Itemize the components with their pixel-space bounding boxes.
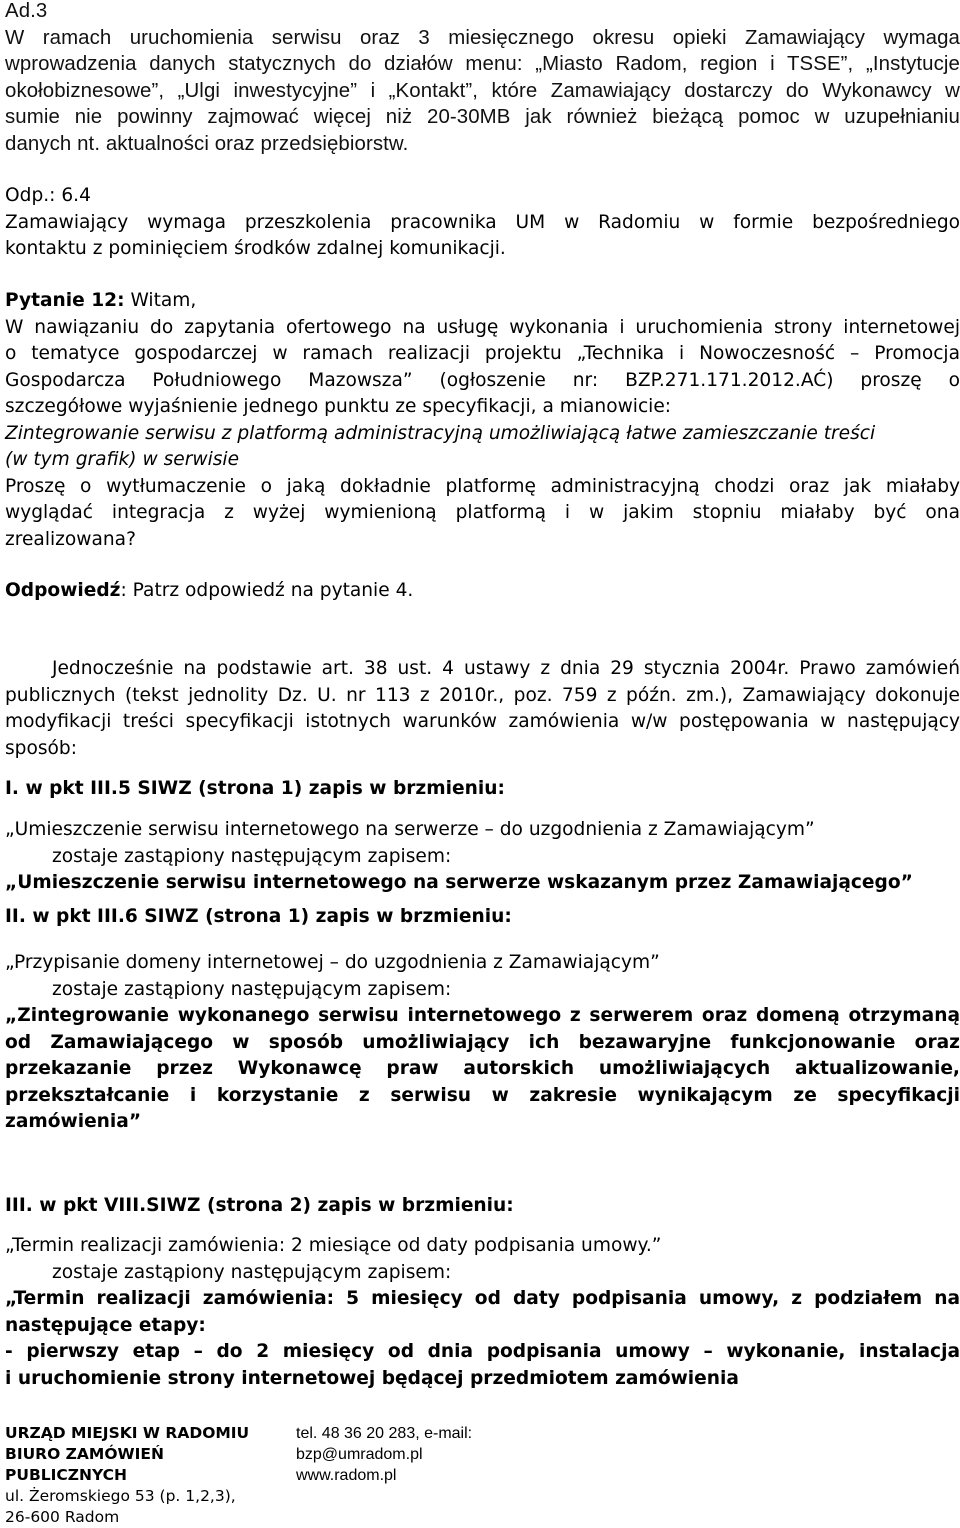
- section-2: [5, 904, 960, 931]
- new-text-line: od Zamawiającego w sposób umożliwiający ich bezawaryjne funkcjonowanie oraz: [5, 1031, 960, 1053]
- ad3-section: [5, 0, 960, 157]
- section-1: [5, 776, 960, 803]
- answer-line: Zamawiający wymaga przeszkolenia pracownika UM w Radomiu w formie bezpośredniego: [5, 211, 960, 233]
- new-text-line: i uruchomienie strony internetowej będącej przedmiotem zamówienia: [5, 1367, 739, 1389]
- ad3-heading: Ad.3: [5, 0, 48, 22]
- old-text: „Umieszczenie serwisu internetowego na serwerze – do uzgodnienia z Zamawiającym”: [5, 819, 815, 840]
- answer-label: Odpowiedź: [5, 580, 121, 601]
- new-text: „Umieszczenie serwisu internetowego na serwerze wskazanym przez Zamawiającego”: [5, 872, 913, 893]
- old-text: „Termin realizacji zamówienia: 2 miesiące od daty podpisania umowy.”: [5, 1235, 662, 1256]
- answer-text: : Patrz odpowiedź na pytanie 4.: [120, 580, 414, 601]
- replaced-note: zostaje zastąpiony następującym zapisem:: [52, 978, 452, 1000]
- answer-label: Odp.: 6.4: [5, 185, 91, 206]
- section-3: [5, 1193, 960, 1220]
- new-text-line: „Zintegrowanie wykonanego serwisu internetowego z serwerem oraz domeną otrzymaną: [5, 1005, 960, 1026]
- question-line: Gospodarcza Południowego Mazowsza” (ogłoszenie nr: BZP.271.171.2012.AĆ) proszę o: [5, 369, 960, 391]
- email-link[interactable]: bzp@umradom.pl: [296, 1446, 423, 1463]
- ad3-line: wprowadzenia danych statycznych do działów menu: „Miasto Radom, region i TSSE”, „Instytucje: [5, 53, 960, 75]
- quoted-spec-line: Zintegrowanie serwisu z platformą administracyjną umożliwiającą łatwe zamieszczanie treści: [5, 422, 876, 444]
- org-line: PUBLICZNYCH: [5, 1466, 128, 1484]
- intro-line: publicznych (tekst jednolity Dz. U. nr 113 z 2010r., poz. 759 z późn. zm.), Zamawiający dokonuje: [5, 684, 960, 706]
- phone-email-line: tel. 48 36 20 283, e-mail:: [296, 1425, 473, 1442]
- replaced-note: zostaje zastąpiony następującym zapisem:: [52, 845, 452, 867]
- question-label: Pytanie 12:: [5, 290, 125, 311]
- address-line: 26-600 Radom: [5, 1508, 120, 1526]
- new-text-line: „Termin realizacji zamówienia: 5 miesięcy od daty podpisania umowy, z podziałem na: [5, 1288, 960, 1309]
- section-heading: III. w pkt VIII.SIWZ (strona 2) zapis w brzmieniu:: [5, 1195, 514, 1216]
- new-text-line: przekształcanie i korzystanie z serwisu w zakresie wynikającym ze specyfikacji: [5, 1084, 960, 1106]
- website-link[interactable]: www.radom.pl: [296, 1467, 397, 1484]
- intro-line: modyfikacji treści specyfikacji istotnych warunków zamówienia w/w postępowania w następujący: [5, 711, 960, 732]
- replaced-note: zostaje zastąpiony następującym zapisem:: [52, 1261, 452, 1283]
- question-greeting: Witam,: [124, 290, 197, 311]
- address-line: ul. Żeromskiego 53 (p. 1,2,3),: [5, 1487, 236, 1505]
- question-line: o tematyce gospodarczej w ramach realizacji projektu „Technika i Nowoczesność – Promocja: [5, 343, 960, 364]
- ad3-line: okołobiznesowe”, „Ulgi inwestycyjne” i „Kontakt”, które Zamawiający dostarczy do Wykonawcy w: [5, 79, 960, 102]
- ad3-line: W ramach uruchomienia serwisu oraz 3 miesięcznego okresu opieki Zamawiający wymaga: [5, 26, 960, 49]
- old-text: „Przypisanie domeny internetowej – do uzgodnienia z Zamawiającym”: [5, 952, 660, 973]
- answer-12: [5, 578, 960, 605]
- answer-line: kontaktu z pominięciem środków zdalnej komunikacji.: [5, 238, 506, 259]
- intro-line: Jednocześnie na podstawie art. 38 ust. 4 ustawy z dnia 29 stycznia 2004r. Prawo zamówień: [52, 658, 960, 679]
- question-12: [5, 288, 960, 553]
- answer-6-4: [5, 183, 960, 263]
- question-line: szczegółowe wyjaśnienie jednego punktu ze specyfikacji, a mianowicie:: [5, 396, 672, 417]
- question-line: wyglądać integracja z wyżej wymienioną platformą i w jakim stopniu miałaby być ona: [5, 502, 960, 523]
- section-heading: II. w pkt III.6 SIWZ (strona 1) zapis w brzmieniu:: [5, 906, 512, 927]
- new-text-line: przekazanie przez Wykonawcę praw autorskich umożliwiających aktualizowanie,: [5, 1058, 960, 1079]
- question-line: Proszę o wytłumaczenie o jaką dokładnie platformę administracyjną chodzi oraz jak miałaby: [5, 475, 960, 497]
- question-line: zrealizowana?: [5, 528, 136, 550]
- new-text-line: zamówienia”: [5, 1111, 142, 1132]
- ad3-line: sumie nie powinny zajmować więcej niż 20-30MB jak również bieżącą pomoc w uzupełnianiu: [5, 106, 960, 128]
- new-text-line: następujące etapy:: [5, 1314, 206, 1336]
- modification-intro: [5, 656, 960, 762]
- question-line: W nawiązaniu do zapytania ofertowego na usługę wykonania i uruchomienia strony internetowej: [5, 316, 960, 338]
- org-line: BIURO ZAMÓWIEŃ: [5, 1445, 164, 1463]
- footer-organization: [5, 1423, 249, 1528]
- question-header: [5, 288, 960, 315]
- org-line: URZĄD MIEJSKI W RADOMIU: [5, 1424, 250, 1442]
- quoted-spec-line: (w tym grafik) w serwisie: [5, 449, 240, 470]
- footer-contact: [296, 1423, 472, 1486]
- new-text-line: - pierwszy etap – do 2 miesięcy od dnia podpisania umowy – wykonanie, instalacja: [5, 1341, 960, 1362]
- section-1-body: [5, 817, 960, 897]
- section-3-body: [5, 1233, 960, 1392]
- intro-line: sposób:: [5, 737, 77, 759]
- section-heading: I. w pkt III.5 SIWZ (strona 1) zapis w brzmieniu:: [5, 778, 505, 799]
- section-2-body: [5, 950, 960, 1136]
- answer-line: [5, 578, 960, 605]
- ad3-line: danych nt. aktualności oraz przedsiębiorstw.: [5, 132, 409, 155]
